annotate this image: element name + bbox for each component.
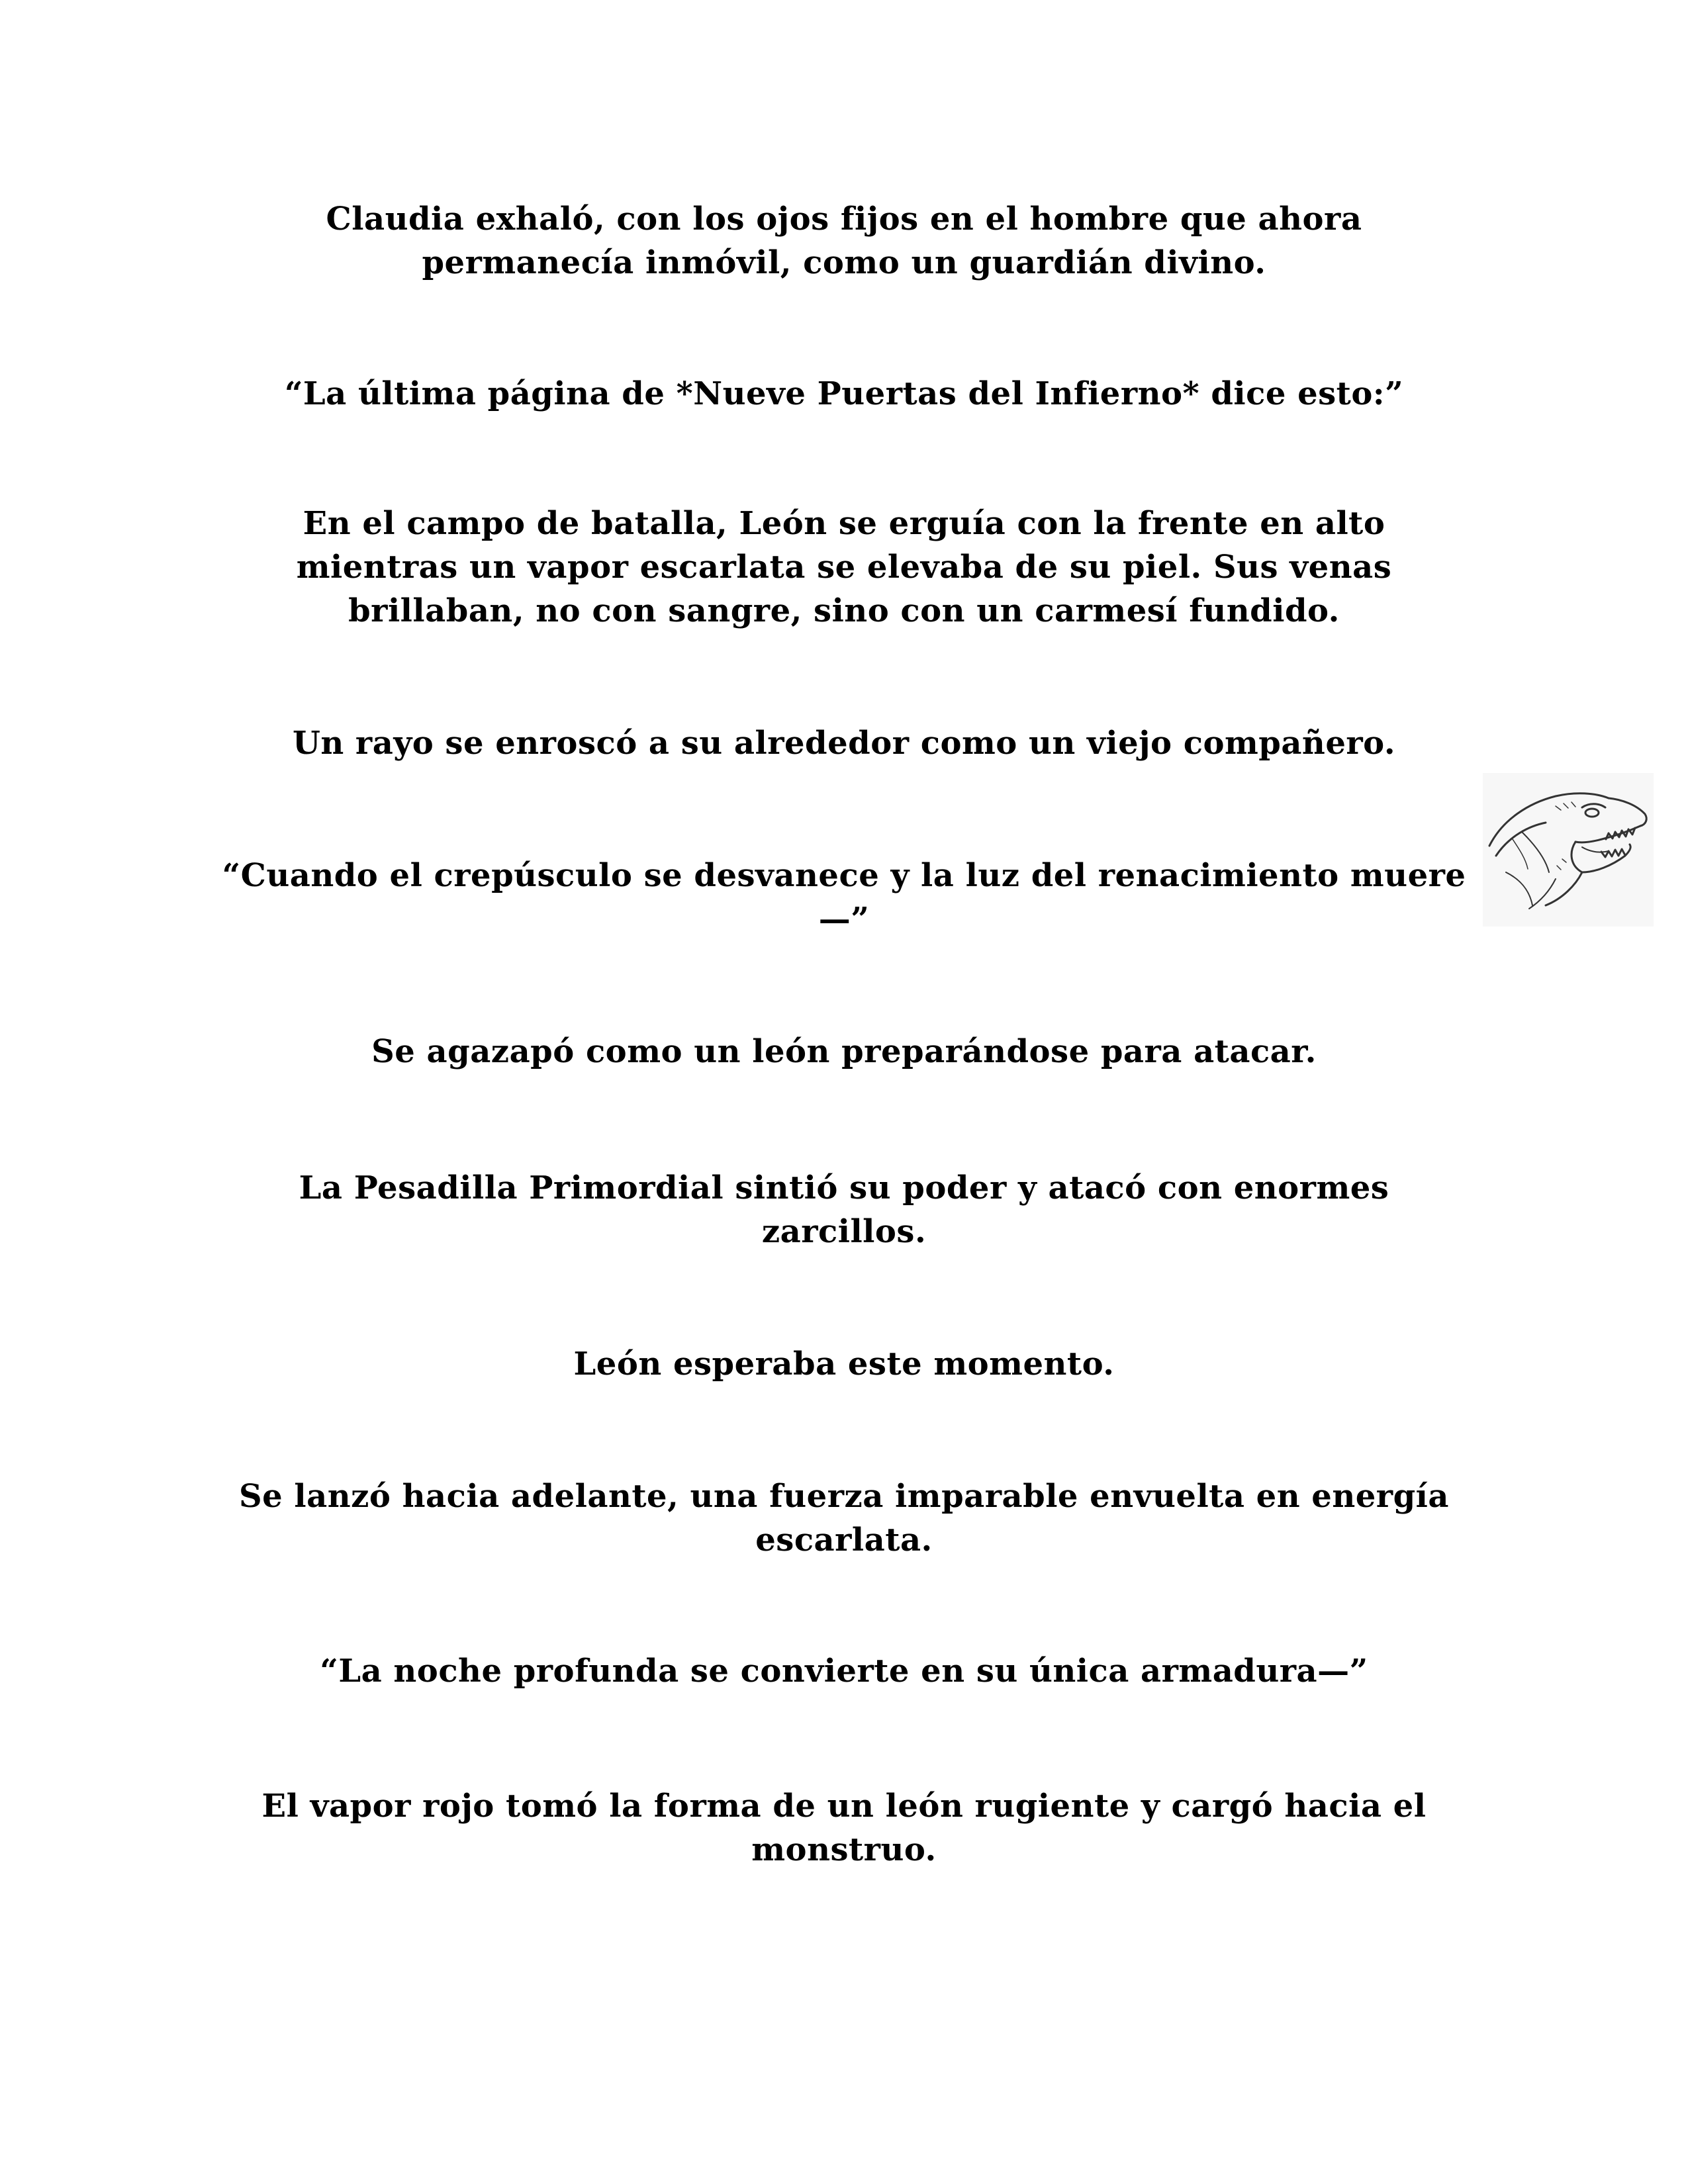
paragraph-1: Claudia exhaló, con los ojos fijos en el hombre que ahora permanecía inmóvil, como un guardián divino. bbox=[326, 201, 1362, 281]
paragraph-5: “Cuando el crepúsculo se desvanece y la luz del renacimiento muere—” bbox=[222, 857, 1466, 938]
dinosaur-head-sketch-icon bbox=[1483, 773, 1654, 927]
paragraph-8: León esperaba este momento. bbox=[573, 1345, 1115, 1383]
paragraph-6: Se agazapó como un león preparándose para atacar. bbox=[371, 1033, 1317, 1070]
paragraph-11: El vapor rojo tomó la forma de un león rugiente y cargó hacia el monstruo. bbox=[261, 1788, 1427, 1868]
paragraph-2: “La última página de *Nueve Puertas del Infierno* dice esto:” bbox=[284, 375, 1404, 412]
paragraph-4: Un rayo se enroscó a su alrededor como un viejo compañero. bbox=[292, 725, 1396, 762]
paragraph-7: La Pesadilla Primordial sintió su poder y atacó con enormes zarcillos. bbox=[299, 1169, 1389, 1250]
paragraph-10: “La noche profunda se convierte en su única armadura—” bbox=[320, 1653, 1368, 1690]
paragraph-3: En el campo de batalla, León se erguía con la frente en alto mientras un vapor escarlata se elevaba de su piel. Sus venas brillaban, no con sangre, sino con un carmesí fundido. bbox=[296, 505, 1392, 629]
paragraph-9: Se lanzó hacia adelante, una fuerza imparable envuelta en energía escarlata. bbox=[239, 1478, 1449, 1559]
